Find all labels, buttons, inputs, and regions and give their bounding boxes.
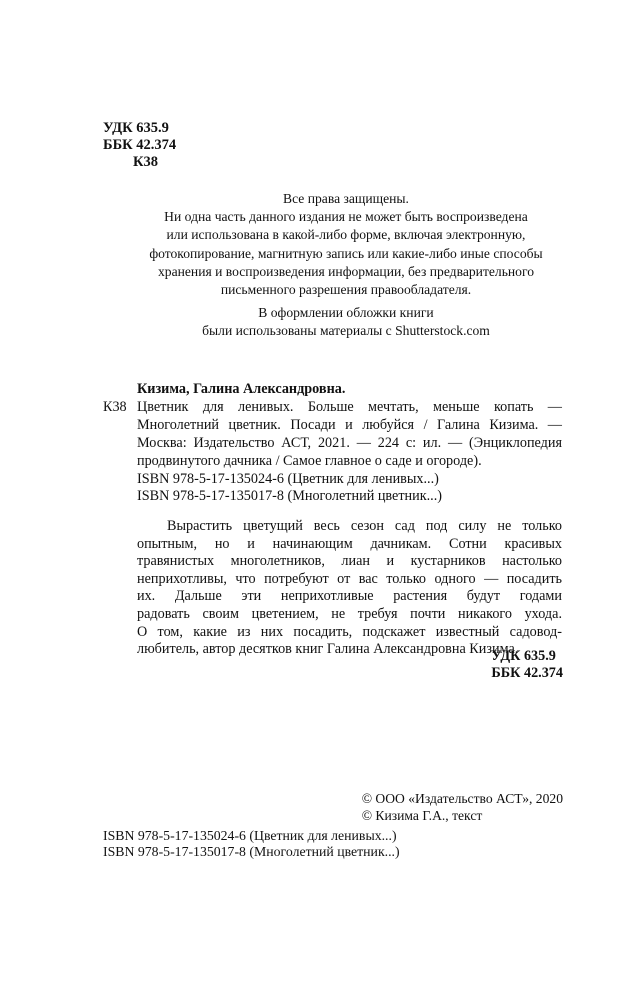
rights-line: письменного разрешения правообладателя. [220,282,472,298]
isbn-line: ISBN 978-5-17-135017-8 (Многолетний цветник...) [137,488,442,504]
header-udk: УДК 635.9 [103,120,169,136]
description-line: Многолетний цветник. Посади и любуйся / Галина Кизима. — [137,417,562,433]
copyright-line: © Кизима Г.А., текст [361,808,483,823]
copyright-line: © ООО «Издательство АСТ», 2020 [361,791,563,806]
description-line: Москва: Издательство АСТ, 2021. — 224 с: ил. — (Энциклопедия [137,435,562,451]
footer-isbn [103,828,400,860]
header-author-code: К38 [133,154,159,170]
rights-line: Ни одна часть данного издания не может быть воспроизведена [164,209,528,225]
cover-credit-line: В оформлении обложки книги [258,305,434,320]
isbn-line: ISBN 978-5-17-135024-6 (Цветник для ленивых...) [137,471,439,487]
rights-notice [120,190,572,299]
classification-udk: УДК 635.9 [491,648,556,664]
rights-line: или использована в какой-либо форме, включая электронную, [166,227,526,243]
catalog-isbn [137,471,442,505]
copyright-block [362,790,563,824]
annotation-line: любитель, автор десятков книг Галина Александровна Кизима. [137,641,519,658]
annotation-line: О том, какие из них посадить, подскажет известный садовод- [137,623,562,640]
rights-line: Все права защищены. [283,191,409,206]
header-classification [103,120,176,171]
description-line: продвинутого дачника / Самое главное о саде и огороде). [137,453,482,469]
annotation-line: опытным, но и начинающим дачникам. Сотни красивых [137,535,562,552]
annotation-line: их. Дальше эти неприхотливые растения будут годами [137,588,562,605]
description-line: Цветник для ленивых. Больше мечтать, меньше копать — [137,399,562,415]
cover-credit [120,304,572,340]
catalog-author: Кизима, Галина Александровна. [137,381,346,397]
isbn-line: ISBN 978-5-17-135024-6 (Цветник для ленивых...) [103,828,397,843]
annotation-line: неприхотливы, что потребуют от вас только одного — посадить [137,570,562,587]
annotation [137,518,562,659]
cover-credit-line: были использованы материалы с Shutterstock.com [202,323,490,339]
annotation-line: травянистых многолетников, лиан и кустарников настолько [137,553,562,570]
classification-block [491,648,563,682]
header-bbk: ББК 42.374 [103,137,177,153]
catalog-description [137,398,562,470]
catalog-author-code: К38 [103,399,127,415]
rights-line: хранения и воспроизведения информации, без предварительного [157,263,535,279]
classification-bbk: ББК 42.374 [491,665,563,681]
annotation-line: Вырастить цветущий весь сезон сад под силу не только [167,518,562,534]
isbn-line: ISBN 978-5-17-135017-8 (Многолетний цветник...) [103,844,400,859]
annotation-line: радовать своим цветением, не требуя почти никакого ухода. [137,605,562,622]
rights-line: фотокопирование, магнитную запись или какие-либо иные способы [149,245,543,261]
